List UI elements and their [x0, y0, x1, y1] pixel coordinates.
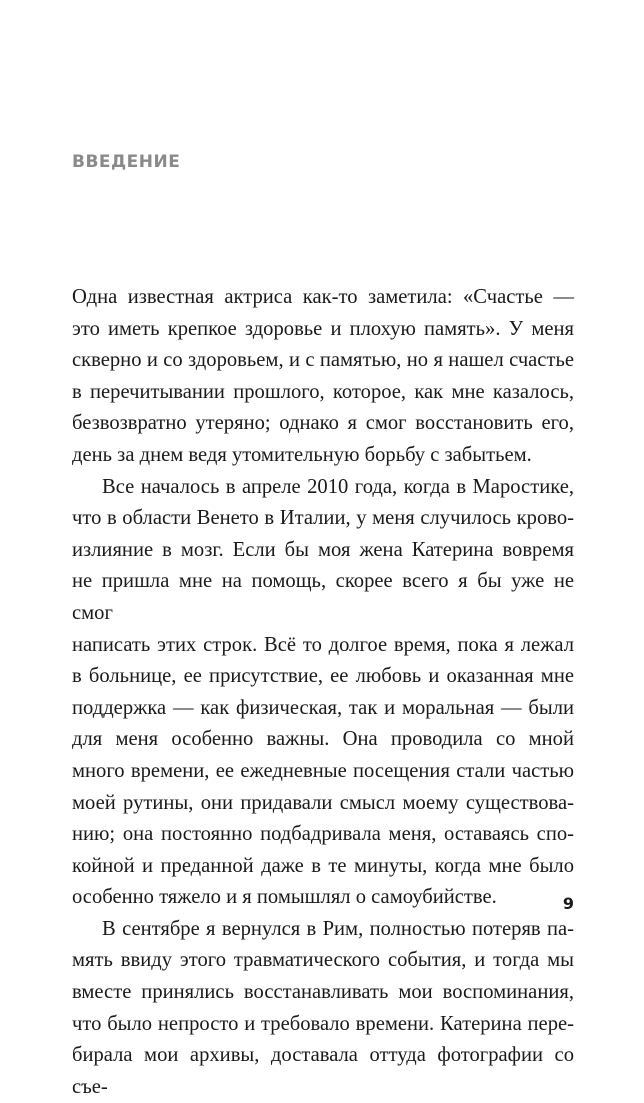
chapter-heading: ВВЕДЕНИЕ	[72, 152, 181, 172]
text-line: Одна известная актриса как-то заметила: «Счастье —	[72, 286, 574, 308]
text-line: излияние в мозг. Если бы моя жена Катерина вовремя	[72, 538, 574, 561]
text-line: койной и преданной даже в те минуты, когда мне было	[72, 854, 574, 877]
text-line: Все началось в апреле 2010 года, когда в Маростике,	[102, 475, 574, 498]
text-line: для меня особенно важны. Она проводила со мной	[72, 728, 574, 751]
text-line: в больнице, ее присутствие, ее любовь и оказанная мне	[72, 665, 574, 688]
text-line: особенно тяжело и я помышлял о самоубийстве.	[72, 886, 497, 909]
text-line: В сентябре я вернулся в Рим, полностью потеряв па-	[102, 917, 574, 940]
text-line: написать этих строк. Всё то долгое время, пока я лежал	[72, 633, 574, 656]
text-line: что в области Венето в Италии, у меня случилось крово-	[72, 507, 574, 530]
text-line: много времени, ее ежедневные посещения стали частью	[72, 759, 574, 782]
paragraphs-container	[72, 282, 574, 1103]
text-line: нию; она постоянно подбадривала меня, оставаясь спо-	[72, 823, 574, 846]
text-line: безвозвратно утеряно; однако я смог восстановить его,	[72, 412, 574, 435]
page-number: 9	[562, 894, 574, 913]
body-text	[72, 282, 574, 1103]
text-line: бирала мои архивы, доставала оттуда фотографии со съе-	[72, 1044, 574, 1098]
text-line: мять ввиду этого травматического события, и тогда мы	[72, 949, 574, 972]
text-line: скверно и со здоровьем, и с памятью, но я нашел счастье	[72, 349, 574, 372]
text-line: что было непросто и требовало времени. Катерина пере-	[72, 1012, 574, 1035]
text-line: вместе принялись восстанавливать мои воспоминания,	[72, 981, 574, 1004]
text-line: моей рутины, они придавали смысл моему существова-	[72, 791, 574, 814]
text-line: в перечитывании прошлого, которое, как мне казалось,	[72, 380, 574, 403]
text-line: день за днем ведя утомительную борьбу с забытьем.	[72, 443, 532, 466]
text-line: это иметь крепкое здоровье и плохую память». У меня	[72, 317, 574, 340]
text-line: поддержка — как физическая, так и моральная — были	[72, 696, 574, 719]
text-line: не пришла мне на помощь, скорее всего я бы уже не смог	[72, 570, 574, 624]
